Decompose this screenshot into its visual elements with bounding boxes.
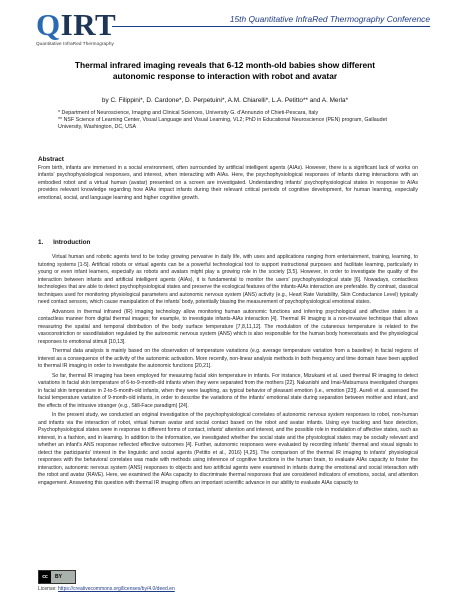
section-heading	[38, 239, 90, 246]
cc-by-icon	[38, 570, 76, 584]
header-divider	[112, 26, 430, 27]
cc-mark: cc	[39, 571, 51, 583]
paragraph: So far, thermal IR imaging has been employed for measuring facial skin temperature in infants. For instance, Mizukami et al. used thermal IR imaging to detect variations in facial skin temperature of 6-to-9-month-old infants when they were separated from the mothers [22]. Nakanishi and Imai-Matsumura investigated changes in facial skin temperature in 2-to-5-month-old infants, when they were laughing, as typical behavior of pleasant emotion (i.e., emotion [23]). Aureli et al. assessed the facial temperature variation of 9-month-old infants, in order to describe the variations of the infants' emotional state during separation between mother and infant, and the effects of the intrusive stranger (e.g., Still-Face paradigm) [24].	[38, 372, 418, 409]
abstract-text: From birth, infants are immersed in a social environment, often surrounded by artificial intelligent agents (AIAs). However, there is a significant lack of works on infants' psychophysiological responses, and interest, when interacting with AIAs. Here, the psychophysiological responses of infants during interactions with an embodied robot and a virtual human (avatar) presented on a screen are investigated. Understanding infants' psychophysiological states in response to AIAs provides relevant knowledge regarding how AIAs impact infants during their relevant critical periods of cognitive development, for human learning, especially emotional, social, and language learning and higher cognitive growth.	[38, 165, 418, 201]
section-number: 1.	[38, 239, 44, 246]
paragraph: Thermal data analysis is mainly based on the observation of temperature variations (e.g. average temperature variation from a baseline) in facial regions of interest as a consequence of the activity of the autonomic activation. More recently, non-linear analysis methods in both frequency and time domain have been applied to thermal IR imaging in order to investigate the autonomic functions [20,21].	[38, 348, 418, 369]
qirt-logo	[36, 9, 116, 46]
section-title: Introduction	[53, 239, 91, 246]
logo-text: QIRT	[36, 7, 117, 42]
affiliation-1: * Department of Neuroscience, Imaging and Clinical Sciences, University G. d'Annunzio of Chieti-Pescara, Italy	[58, 110, 319, 116]
paragraph: In the present study, we conducted an original investigation of the psychophysiological correlates of autonomic nervous system responses to robot, non-human and infants via the interaction of robot, virtual human avatar and social contact based on the robot and avatar infants. Using eye tracking and face detection, Psychophysiological states were in response to different forms of contact, infants' attention and interest, and the possible role in modulation of affective states, such as interest, in a fashion, and in learning. In addition to the information, we investigated whether the social state and the physiological states may be socially relevant and whether an infant's ANS response reflected effective outcomes [4]. Further, autonomic responses were evaluated by recording infants' thermal and visual signals to detect the participants' interest in the linguistic and social agents (Petitto et al., 2016) [4,25]. The comparison of the thermal IR imaging to infants' physiological responses with the behavioral correlates was made with methods using inference of cognitive functions in the human brain, to evaluate AIAs capacity to foster the interaction, autonomic nervous system (ANS) responses to objects and two artificial agents were examined in infants during the emotional and social interaction with the robot and avatar (RAVE). Here, we examined the AIAs capacity to discriminate thermal responses that are considered indicators of emotions, social, and attention engagement. Answering this question with thermal IR imaging offers an important scientific advance in our ability to evaluate AIAs capacity to	[38, 412, 418, 486]
license-link[interactable]: https://creativecommons.org/licenses/by/4.0/deed.en	[58, 586, 175, 592]
abstract-heading: Abstract	[38, 156, 64, 163]
affiliation-2: ** NSF Science of Learning Center, Visual Language and Visual Learning, VL2; PhD in Educational Neuroscience (PEN) program, Gallaudet University, Washington, DC, USA	[58, 117, 387, 130]
license-badge[interactable]	[38, 570, 76, 584]
paragraph: Virtual human and robotic agents tend to be today growing pervasive in daily life, with uses and applications ranging from entertainment, training, learning, to tutoring systems [1-5]. Artificial robots or virtual agents can be a powerful technological tool to support instructional purposes and facilitate learning, particularly in young or even infant learners, especially as robots and avatars might play a growing role in the society [3,5]. However, in order to investigate the quality of the interaction between infants and artificial intelligent agents (AIAs), it is fundamental to monitor the users' psychophysiological state [6]. Nowadays, contactless technologies that are able to detect psychophysiological states and preserve the ecological features of the infants-AIAs interaction are preferable. By contrast, classical techniques used for monitoring physiological parameters and autonomic nervous system (ANS) activity (e.g., Heart Rate Variability, Skin Conductance Level) typically need contact sensors, which cause manipulation of the infants' body, potentially biasing the measurement of psychophysiological emotional states.	[38, 254, 418, 305]
license-line	[38, 586, 175, 592]
introduction-body	[38, 254, 418, 489]
affiliations	[58, 110, 404, 131]
paragraph: Advances in thermal infrared (IR) imaging technology allow monitoring human autonomic functions and inferring psychological and affective states in a contactless manner from digital thermal images; for example, to investigate infants-AIAs interaction [4]. Thermal IR imaging is a non-invasive technique that allows measuring the spatial and temporal distribution of the body surface temperature [7,8,11,12]. The modulation of the cutaneous temperature is related to the vasoconstriction or vasodilatation regulated by the autonomic nervous system (ANS) which is also responsible for the human body homeostasis and the physiological responses to emotional stimuli [10,13].	[38, 308, 418, 345]
license-prefix: License:	[38, 586, 59, 592]
author-list: by C. Filippini*, D. Cardone*, D. Perpetuini*, A.M. Chiarelli*, L.A. Petitto** and A. Merla*	[101, 97, 349, 104]
paper-title: Thermal infrared imaging reveals that 6-12 month-old babies show different autonomic response to interaction with robot and avatar	[74, 60, 376, 81]
conference-title: 15th Quantitative InfraRed Thermography Conference	[229, 14, 430, 24]
logo-tagline: Quantitative InfraRed Thermography	[36, 41, 114, 46]
by-mark: BY	[55, 574, 62, 580]
